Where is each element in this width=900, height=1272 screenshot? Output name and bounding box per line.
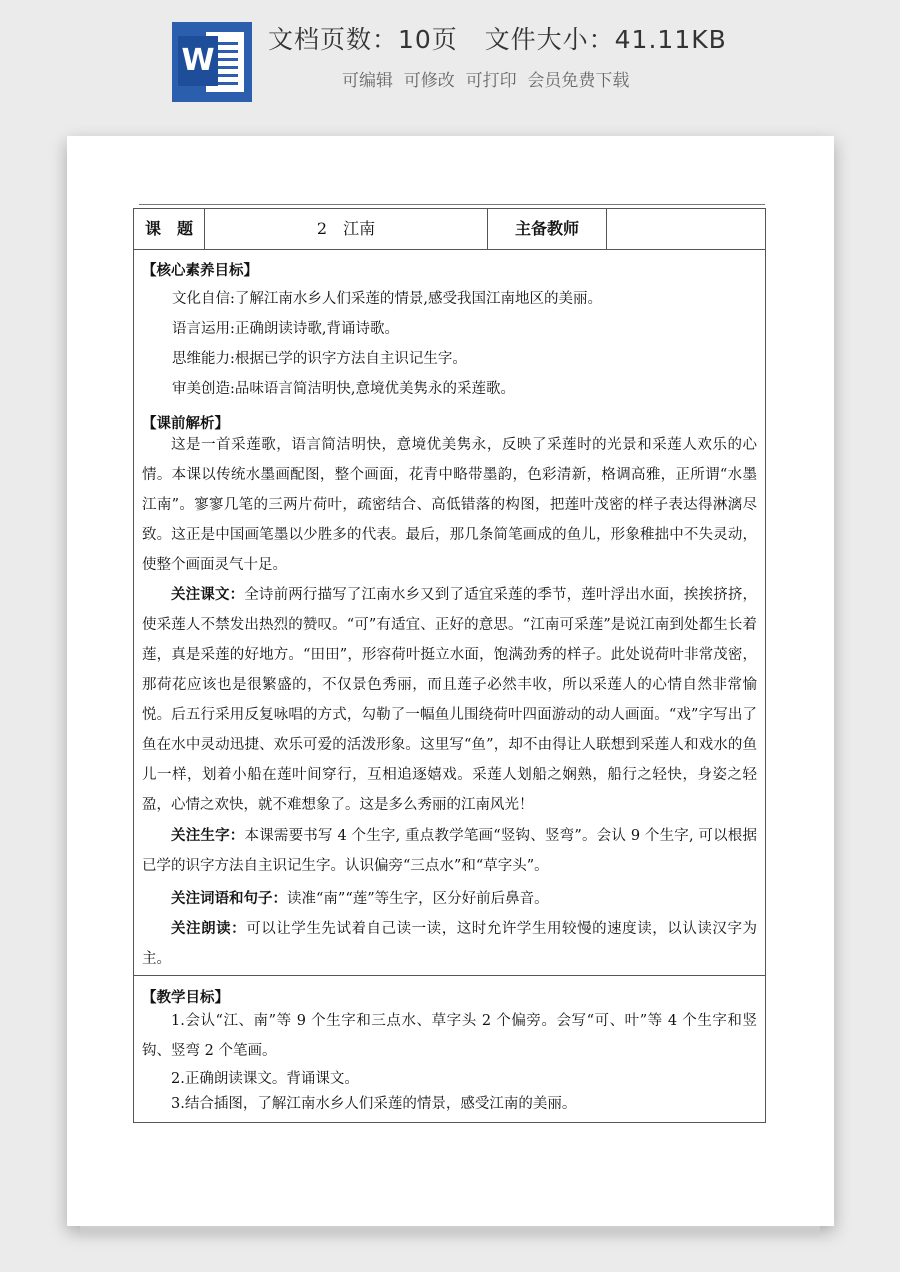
- core-goal-item: 思维能力:根据已学的识字方法自主识记生字。: [172, 351, 467, 367]
- file-info-title: 文档页数：10页 文件大小：41.11KB: [268, 25, 727, 54]
- focus-reading-paragraph: [142, 914, 757, 974]
- word-icon-letter: W: [181, 43, 215, 78]
- core-goal-item: 文化自信:了解江南水乡人们采莲的情景,感受我国江南地区的美丽。: [172, 291, 602, 307]
- teacher-label: 主备教师: [488, 209, 607, 249]
- focus-chars-body: 本课需要书写 4 个生字, 重点教学笔画“竖钩、竖弯”。会认 9 个生字, 可以根据已学的识字方法自主识记生字。认识偏旁“三点水”和“草字头”。: [142, 828, 757, 874]
- topic-label: 课 题: [134, 209, 205, 249]
- focus-text-paragraph: [142, 580, 757, 820]
- focus-text-label: 关注课文：: [171, 586, 245, 603]
- focus-text-body: 全诗前两行描写了江南水乡又到了适宜采莲的季节，莲叶浮出水面，挨挨挤挤，使采莲人不禁发出热烈的赞叹。“可”有适宜、正好的意思。“江南可采莲”是说江南到处都生长着莲，真是采莲的好地方。“田田”，形容荷叶挺立水面，饱满劲秀的样子。此处说荷叶非常茂密，那荷花应该也是很繁盛的，不仅景色秀丽，而且莲子必然丰收，所以采莲人的心情自然非常愉悦。后五行采用反复咏唱的方式，勾勒了一幅鱼儿围绕荷叶四面游动的动人画面。“戏”字写出了鱼在水中灵动迅捷、欢乐可爱的活泼形象。这里写“鱼”，却不由得让人联想到采莲人和戏水的鱼儿一样，划着小船在莲叶间穿行，互相追逐嬉戏。采莲人划船之娴熟，船行之轻快，身姿之轻盈，心情之欢快，就不难想象了。这是多么秀丽的江南风光！: [142, 587, 758, 813]
- table-header-row: [134, 209, 765, 250]
- focus-words-label: 关注词语和句子：: [171, 890, 287, 907]
- topic-value: 2 江南: [205, 209, 488, 249]
- word-document-icon: [172, 22, 252, 102]
- page-bottom-shadow: [80, 1226, 820, 1240]
- core-goal-item: 审美创造:品味语言简洁明快,意境优美隽永的采莲歌。: [172, 381, 515, 397]
- focus-chars-paragraph: [142, 821, 757, 881]
- teaching-goals-section: [134, 976, 765, 1122]
- page-header-rule: [139, 204, 765, 205]
- focus-words-paragraph: [142, 884, 757, 914]
- analysis-heading: 【课前解析】: [142, 415, 229, 432]
- core-goal-item: 语言运用:正确朗读诗歌,背诵诗歌。: [172, 321, 399, 337]
- focus-reading-body: 可以让学生先试着自己读一读，这时允许学生用较慢的速度读，以认读汉字为主。: [142, 921, 758, 967]
- teaching-goal-item: 3.结合插图，了解江南水乡人们采莲的情景，感受江南的美丽。: [171, 1096, 577, 1112]
- document-page: [67, 136, 834, 1226]
- lesson-plan-table: [133, 208, 766, 1123]
- teaching-goals-heading: 【教学目标】: [142, 989, 229, 1006]
- focus-words-body: 读准“南”“莲”等生字，区分好前后鼻音。: [287, 891, 549, 907]
- file-features-subtitle: 可编辑 可修改 可打印 会员免费下载: [342, 71, 630, 91]
- analysis-intro-paragraph: 这是一首采莲歌，语言简洁明快，意境优美隽永，反映了采莲时的光景和采莲人欢乐的心情。本课以传统水墨画配图，整个画面，花青中略带墨韵，色彩清新，格调高雅，正所谓“水墨江南”。寥寥几笔的三两片荷叶，疏密结合、高低错落的构图，把莲叶茂密的样子表达得淋漓尽致。这正是中国画笔墨以少胜多的代表。最后，那几条简笔画成的鱼儿，形象稚拙中不失灵动，使整个画面灵气十足。: [142, 437, 757, 573]
- download-banner: [0, 0, 900, 130]
- teaching-goal-item: 2.正确朗读课文。背诵课文。: [171, 1071, 359, 1087]
- teacher-value: [607, 209, 765, 249]
- core-and-analysis-section: [134, 250, 765, 976]
- core-goals-heading: 【核心素养目标】: [142, 262, 258, 279]
- teaching-goal-item: 1.会认“江、南”等 9 个生字和三点水、草字头 2 个偏旁。会写“可、叶”等 4 个生字和竖钩、竖弯 2 个笔画。: [142, 1013, 757, 1059]
- focus-chars-label: 关注生字：: [171, 827, 245, 844]
- focus-reading-label: 关注朗读：: [171, 920, 247, 937]
